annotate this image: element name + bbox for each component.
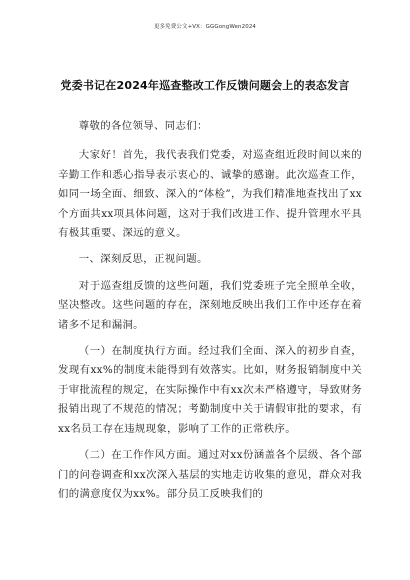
section-heading-1: 一、深刻反思，正视问题。 bbox=[78, 253, 208, 266]
paragraph-intro: 大家好！首先，我代表我们党委，对巡查组近段时间以来的辛勤工作和悉心指导表示衷心的、诚挚的感谢。此次巡查工作，如同一场全面、细致、深入的“体检”，为我们精准地查找出了xx个方面共xx项具体问题，这对于我们改进工作、提升管理水平具有极其重要、深远的意义。 bbox=[58, 149, 362, 240]
document-body bbox=[58, 117, 362, 504]
greeting-line: 尊敬的各位领导、同志们： bbox=[78, 120, 208, 132]
header-note: 更多免费公文+VX：GGGongWen2024 bbox=[153, 24, 257, 30]
paragraph-work-style: （二）在工作作风方面。通过对xx份涵盖各个层级、各个部门的问卷调查和xx次深入基层的实地走访收集的意见，群众对我们的满意度仅为xx%。部分员工反映我们的 bbox=[58, 449, 362, 500]
paragraph-acceptance: 对于巡查组反馈的这些问题，我们党委班子完全照单全收，坚决整改。这些问题的存在，深刻地反映出我们工作中还存在着诸多不足和漏洞。 bbox=[58, 279, 362, 331]
paragraph-system-execution: （一）在制度执行方面。经过我们全面、深入的初步自查，发现有xx%的制度未能得到有效落实。比如，财务报销制度中关于审批流程的规定，在实际操作中有xx次未严格遵守，导致财务报销出现了不规范的情况；考勤制度中关于请假审批的要求，有xx名员工存在违规现象，影响了工作的正常秩序。 bbox=[58, 345, 362, 435]
document-title: 党委书记在2024年巡查整改工作反馈问题会上的表态发言 bbox=[60, 79, 350, 92]
